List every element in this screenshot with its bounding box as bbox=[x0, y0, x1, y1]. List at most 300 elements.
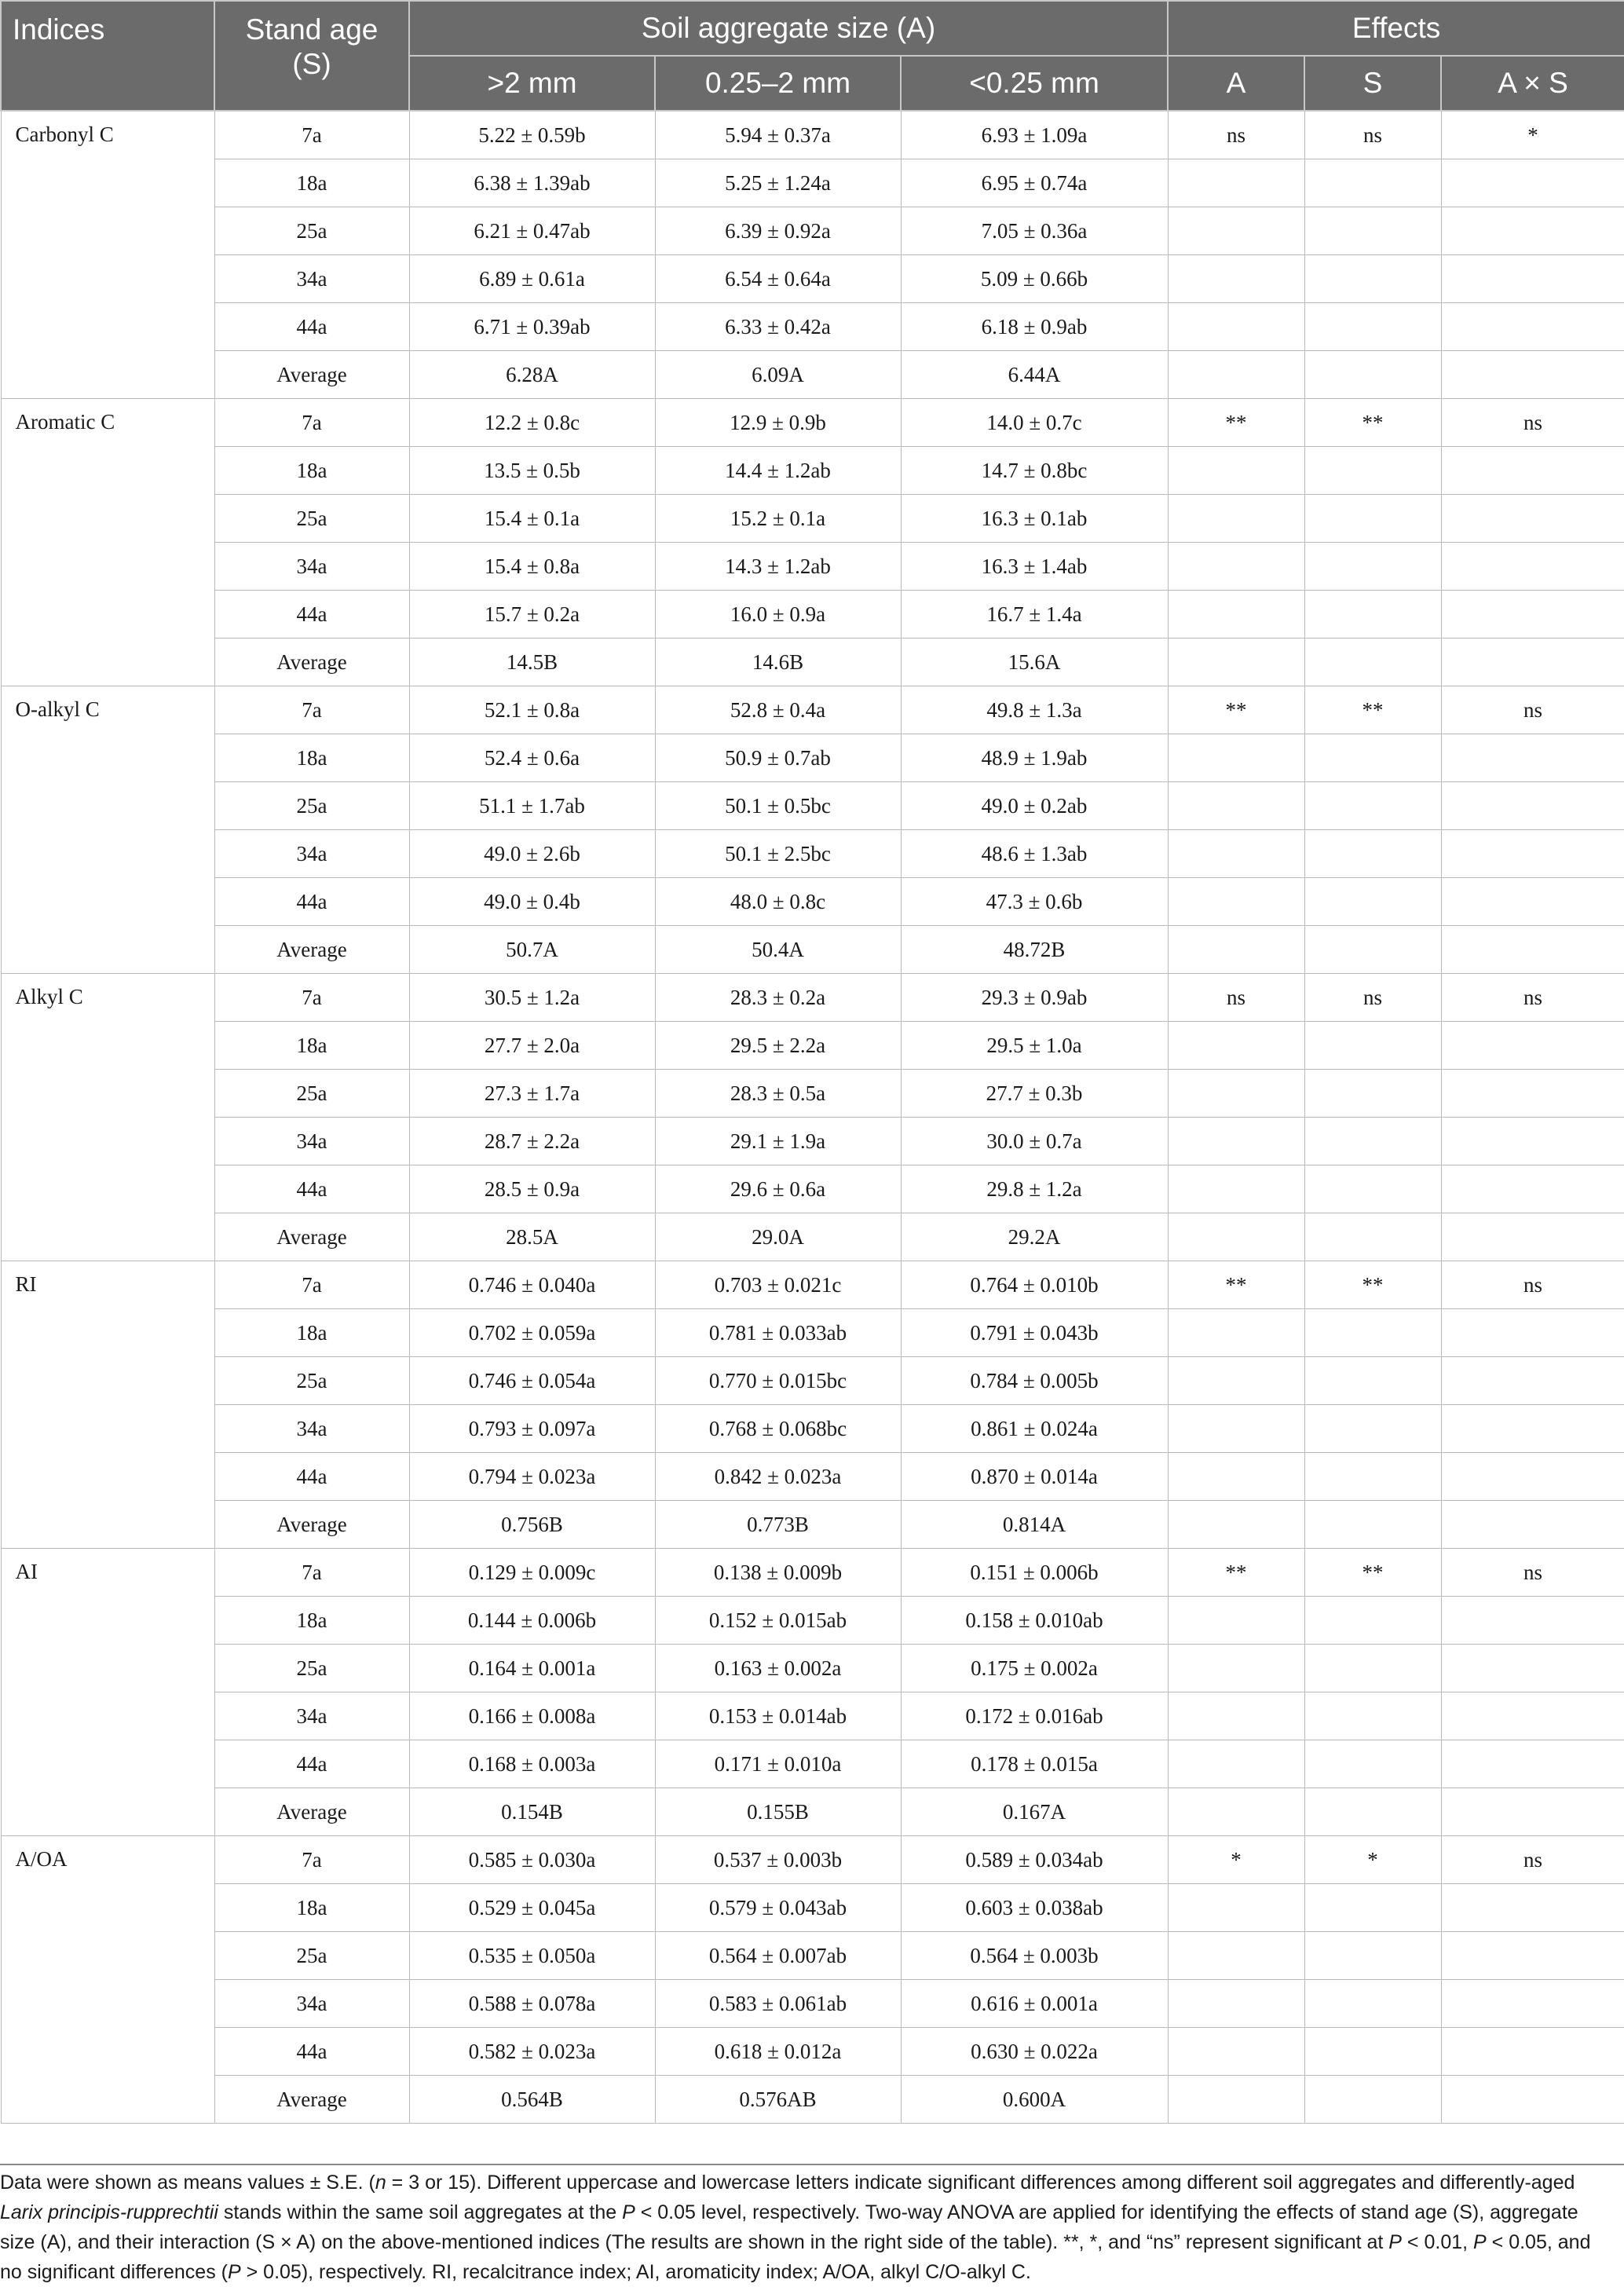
value-cell: 0.793 ± 0.097a bbox=[409, 1405, 655, 1453]
note-text: < 0.05, and no significant differences ( bbox=[0, 2231, 1591, 2283]
value-cell: 0.585 ± 0.030a bbox=[409, 1836, 655, 1884]
table-footnote bbox=[0, 2168, 1610, 2287]
value-cell: 29.5 ± 1.0a bbox=[901, 1022, 1168, 1070]
note-species: Larix principis-rupprechtii bbox=[0, 2201, 218, 2223]
value-cell: 0.703 ± 0.021c bbox=[655, 1261, 901, 1309]
effect-cell bbox=[1168, 734, 1304, 782]
table-row bbox=[1, 1549, 1624, 1597]
effect-cell bbox=[1304, 447, 1441, 495]
stand-age-cell: 34a bbox=[214, 1692, 409, 1740]
value-cell: 0.702 ± 0.059a bbox=[409, 1309, 655, 1357]
table-row bbox=[1, 2076, 1624, 2124]
table-row bbox=[1, 495, 1624, 543]
note-text: stands within the same soil aggregates at the bbox=[218, 2201, 623, 2223]
effect-cell: ** bbox=[1168, 1549, 1304, 1597]
table-row bbox=[1, 1453, 1624, 1501]
value-cell: 52.8 ± 0.4a bbox=[655, 686, 901, 734]
value-cell: 5.25 ± 1.24a bbox=[655, 159, 901, 207]
value-cell: 0.842 ± 0.023a bbox=[655, 1453, 901, 1501]
effect-cell bbox=[1441, 1022, 1624, 1070]
value-cell: 0.630 ± 0.022a bbox=[901, 2028, 1168, 2076]
effect-cell bbox=[1304, 591, 1441, 639]
effect-cell bbox=[1168, 782, 1304, 830]
table-row bbox=[1, 255, 1624, 303]
value-cell: 14.0 ± 0.7c bbox=[901, 399, 1168, 447]
effect-cell bbox=[1441, 255, 1624, 303]
table-row bbox=[1, 1980, 1624, 2028]
effect-cell: ns bbox=[1441, 1549, 1624, 1597]
value-cell: 0.144 ± 0.006b bbox=[409, 1597, 655, 1645]
stand-age-cell: 18a bbox=[214, 1597, 409, 1645]
note-italic: P bbox=[1388, 2231, 1402, 2253]
effect-cell bbox=[1441, 1405, 1624, 1453]
effect-cell bbox=[1168, 1022, 1304, 1070]
effect-cell bbox=[1168, 159, 1304, 207]
stand-age-cell: 18a bbox=[214, 734, 409, 782]
effect-cell bbox=[1168, 1597, 1304, 1645]
stand-age-cell: 18a bbox=[214, 1022, 409, 1070]
table-row bbox=[1, 734, 1624, 782]
value-cell: 16.0 ± 0.9a bbox=[655, 591, 901, 639]
index-label: AI bbox=[1, 1549, 214, 1836]
note-italic: P bbox=[622, 2201, 635, 2223]
value-cell: 51.1 ± 1.7ab bbox=[409, 782, 655, 830]
value-cell: 12.9 ± 0.9b bbox=[655, 399, 901, 447]
table-row bbox=[1, 974, 1624, 1022]
index-label: A/OA bbox=[1, 1836, 214, 2124]
stand-age-cell: 25a bbox=[214, 207, 409, 255]
effect-cell bbox=[1441, 782, 1624, 830]
stand-age-cell: 34a bbox=[214, 1118, 409, 1165]
value-cell: 6.89 ± 0.61a bbox=[409, 255, 655, 303]
stand-age-cell: 34a bbox=[214, 1405, 409, 1453]
note-italic: P bbox=[1473, 2231, 1487, 2253]
effect-cell bbox=[1304, 1788, 1441, 1836]
value-cell: 0.152 ± 0.015ab bbox=[655, 1597, 901, 1645]
stand-age-cell: 18a bbox=[214, 159, 409, 207]
value-cell: 0.746 ± 0.040a bbox=[409, 1261, 655, 1309]
value-cell: 15.4 ± 0.8a bbox=[409, 543, 655, 591]
effect-cell bbox=[1168, 591, 1304, 639]
value-cell: 0.600A bbox=[901, 2076, 1168, 2124]
value-cell: 0.814A bbox=[901, 1501, 1168, 1549]
value-cell: 0.784 ± 0.005b bbox=[901, 1357, 1168, 1405]
value-cell: 49.0 ± 2.6b bbox=[409, 830, 655, 878]
value-cell: 14.4 ± 1.2ab bbox=[655, 447, 901, 495]
value-cell: 50.7A bbox=[409, 926, 655, 974]
value-cell: 28.7 ± 2.2a bbox=[409, 1118, 655, 1165]
header-agg-025-2: 0.25–2 mm bbox=[655, 56, 901, 111]
value-cell: 48.0 ± 0.8c bbox=[655, 878, 901, 926]
effect-cell bbox=[1304, 639, 1441, 686]
effect-cell: * bbox=[1304, 1836, 1441, 1884]
stand-age-cell: Average bbox=[214, 2076, 409, 2124]
effect-cell: ns bbox=[1441, 1261, 1624, 1309]
table-row bbox=[1, 1788, 1624, 1836]
effect-cell bbox=[1168, 1788, 1304, 1836]
effect-cell bbox=[1441, 447, 1624, 495]
value-cell: 0.154B bbox=[409, 1788, 655, 1836]
value-cell: 6.95 ± 0.74a bbox=[901, 159, 1168, 207]
table-row bbox=[1, 303, 1624, 351]
table-row bbox=[1, 1645, 1624, 1692]
effect-cell bbox=[1168, 639, 1304, 686]
value-cell: 48.6 ± 1.3ab bbox=[901, 830, 1168, 878]
effect-cell: ns bbox=[1441, 1836, 1624, 1884]
effect-cell bbox=[1304, 495, 1441, 543]
table-row bbox=[1, 1357, 1624, 1405]
value-cell: 0.579 ± 0.043ab bbox=[655, 1884, 901, 1932]
value-cell: 0.768 ± 0.068bc bbox=[655, 1405, 901, 1453]
table-row bbox=[1, 1501, 1624, 1549]
value-cell: 27.7 ± 0.3b bbox=[901, 1070, 1168, 1118]
index-label: Aromatic C bbox=[1, 399, 214, 686]
value-cell: 28.3 ± 0.2a bbox=[655, 974, 901, 1022]
value-cell: 13.5 ± 0.5b bbox=[409, 447, 655, 495]
value-cell: 29.5 ± 2.2a bbox=[655, 1022, 901, 1070]
stand-age-cell: 25a bbox=[214, 1357, 409, 1405]
value-cell: 6.33 ± 0.42a bbox=[655, 303, 901, 351]
value-cell: 0.171 ± 0.010a bbox=[655, 1740, 901, 1788]
stand-age-cell: Average bbox=[214, 639, 409, 686]
note-italic: P bbox=[227, 2261, 241, 2283]
value-cell: 6.21 ± 0.47ab bbox=[409, 207, 655, 255]
effect-cell bbox=[1304, 830, 1441, 878]
value-cell: 14.6B bbox=[655, 639, 901, 686]
effect-cell bbox=[1441, 1645, 1624, 1692]
value-cell: 6.54 ± 0.64a bbox=[655, 255, 901, 303]
value-cell: 14.7 ± 0.8bc bbox=[901, 447, 1168, 495]
value-cell: 0.618 ± 0.012a bbox=[655, 2028, 901, 2076]
effect-cell bbox=[1304, 782, 1441, 830]
stand-age-cell: 7a bbox=[214, 399, 409, 447]
value-cell: 0.870 ± 0.014a bbox=[901, 1453, 1168, 1501]
stand-age-cell: 18a bbox=[214, 447, 409, 495]
effect-cell: ** bbox=[1168, 686, 1304, 734]
effect-cell bbox=[1168, 351, 1304, 399]
stand-age-cell: 25a bbox=[214, 782, 409, 830]
value-cell: 49.0 ± 0.2ab bbox=[901, 782, 1168, 830]
header-effect-a: A bbox=[1168, 56, 1304, 111]
value-cell: 5.09 ± 0.66b bbox=[901, 255, 1168, 303]
stand-age-cell: 44a bbox=[214, 878, 409, 926]
stand-age-cell: Average bbox=[214, 1213, 409, 1261]
header-stand-age: Stand age (S) bbox=[214, 1, 409, 111]
value-cell: 0.138 ± 0.009b bbox=[655, 1549, 901, 1597]
effect-cell bbox=[1304, 878, 1441, 926]
effect-cell bbox=[1304, 1165, 1441, 1213]
effect-cell bbox=[1441, 1213, 1624, 1261]
table-row bbox=[1, 782, 1624, 830]
effect-cell bbox=[1168, 1884, 1304, 1932]
value-cell: 16.3 ± 1.4ab bbox=[901, 543, 1168, 591]
table-row bbox=[1, 1932, 1624, 1980]
effect-cell bbox=[1304, 255, 1441, 303]
effect-cell: ns bbox=[1304, 111, 1441, 159]
value-cell: 0.588 ± 0.078a bbox=[409, 1980, 655, 2028]
effect-cell bbox=[1168, 1165, 1304, 1213]
value-cell: 6.71 ± 0.39ab bbox=[409, 303, 655, 351]
value-cell: 0.861 ± 0.024a bbox=[901, 1405, 1168, 1453]
value-cell: 29.2A bbox=[901, 1213, 1168, 1261]
value-cell: 0.153 ± 0.014ab bbox=[655, 1692, 901, 1740]
effect-cell bbox=[1168, 1309, 1304, 1357]
effect-cell bbox=[1304, 1118, 1441, 1165]
value-cell: 27.7 ± 2.0a bbox=[409, 1022, 655, 1070]
table-row bbox=[1, 159, 1624, 207]
table-row bbox=[1, 1309, 1624, 1357]
effect-cell bbox=[1168, 447, 1304, 495]
value-cell: 28.5A bbox=[409, 1213, 655, 1261]
effect-cell bbox=[1304, 1309, 1441, 1357]
index-label: Alkyl C bbox=[1, 974, 214, 1261]
header-indices: Indices bbox=[1, 1, 214, 111]
effect-cell bbox=[1168, 1118, 1304, 1165]
note-text: Data were shown as means values ± S.E. ( bbox=[0, 2172, 375, 2194]
effect-cell bbox=[1441, 1453, 1624, 1501]
header-agg-gt2: >2 mm bbox=[409, 56, 655, 111]
effect-cell bbox=[1441, 2028, 1624, 2076]
note-text: > 0.05), respectively. RI, recalcitrance index; AI, aromaticity index; A/OA, alkyl C/O-alkyl C. bbox=[240, 2261, 1031, 2283]
value-cell: 12.2 ± 0.8c bbox=[409, 399, 655, 447]
stand-age-cell: Average bbox=[214, 351, 409, 399]
effect-cell bbox=[1168, 1740, 1304, 1788]
header-aggregate-size: Soil aggregate size (A) bbox=[409, 1, 1168, 56]
value-cell: 0.616 ± 0.001a bbox=[901, 1980, 1168, 2028]
table-row bbox=[1, 1836, 1624, 1884]
effect-cell bbox=[1304, 2076, 1441, 2124]
value-cell: 0.603 ± 0.038ab bbox=[901, 1884, 1168, 1932]
value-cell: 48.72B bbox=[901, 926, 1168, 974]
value-cell: 30.5 ± 1.2a bbox=[409, 974, 655, 1022]
effect-cell bbox=[1441, 1070, 1624, 1118]
table-bottom-rule bbox=[0, 2164, 1624, 2165]
index-label: O-alkyl C bbox=[1, 686, 214, 974]
effect-cell bbox=[1304, 1980, 1441, 2028]
value-cell: 49.0 ± 0.4b bbox=[409, 878, 655, 926]
value-cell: 0.582 ± 0.023a bbox=[409, 2028, 655, 2076]
value-cell: 0.770 ± 0.015bc bbox=[655, 1357, 901, 1405]
table-row bbox=[1, 1692, 1624, 1740]
value-cell: 50.4A bbox=[655, 926, 901, 974]
effect-cell bbox=[1441, 495, 1624, 543]
effect-cell bbox=[1304, 1597, 1441, 1645]
value-cell: 29.6 ± 0.6a bbox=[655, 1165, 901, 1213]
stand-age-cell: 44a bbox=[214, 591, 409, 639]
effect-cell bbox=[1304, 926, 1441, 974]
value-cell: 0.781 ± 0.033ab bbox=[655, 1309, 901, 1357]
stand-age-cell: 18a bbox=[214, 1309, 409, 1357]
effect-cell: ns bbox=[1304, 974, 1441, 1022]
effect-cell bbox=[1441, 1309, 1624, 1357]
stand-age-cell: 25a bbox=[214, 1932, 409, 1980]
effect-cell: ns bbox=[1441, 686, 1624, 734]
stand-age-cell: 34a bbox=[214, 255, 409, 303]
stand-age-cell: 34a bbox=[214, 1980, 409, 2028]
header-effect-s: S bbox=[1304, 56, 1441, 111]
effect-cell bbox=[1441, 1740, 1624, 1788]
value-cell: 0.129 ± 0.009c bbox=[409, 1549, 655, 1597]
stand-age-cell: 18a bbox=[214, 1884, 409, 1932]
value-cell: 0.151 ± 0.006b bbox=[901, 1549, 1168, 1597]
table-header bbox=[1, 1, 1624, 111]
table-row bbox=[1, 207, 1624, 255]
value-cell: 15.7 ± 0.2a bbox=[409, 591, 655, 639]
table-row bbox=[1, 1118, 1624, 1165]
value-cell: 15.4 ± 0.1a bbox=[409, 495, 655, 543]
value-cell: 6.28A bbox=[409, 351, 655, 399]
effect-cell: ns bbox=[1441, 974, 1624, 1022]
effect-cell bbox=[1304, 207, 1441, 255]
stand-age-cell: 7a bbox=[214, 1549, 409, 1597]
effect-cell: ns bbox=[1441, 399, 1624, 447]
effect-cell: ** bbox=[1304, 399, 1441, 447]
effect-cell bbox=[1168, 495, 1304, 543]
value-cell: 0.791 ± 0.043b bbox=[901, 1309, 1168, 1357]
effect-cell: * bbox=[1168, 1836, 1304, 1884]
value-cell: 0.164 ± 0.001a bbox=[409, 1645, 655, 1692]
table-row bbox=[1, 2028, 1624, 2076]
value-cell: 0.589 ± 0.034ab bbox=[901, 1836, 1168, 1884]
value-cell: 0.564 ± 0.007ab bbox=[655, 1932, 901, 1980]
stand-age-cell: 44a bbox=[214, 1453, 409, 1501]
table-row bbox=[1, 111, 1624, 159]
effect-cell: ** bbox=[1304, 1549, 1441, 1597]
value-cell: 6.38 ± 1.39ab bbox=[409, 159, 655, 207]
value-cell: 30.0 ± 0.7a bbox=[901, 1118, 1168, 1165]
effect-cell bbox=[1168, 1501, 1304, 1549]
value-cell: 6.18 ± 0.9ab bbox=[901, 303, 1168, 351]
effect-cell bbox=[1168, 1070, 1304, 1118]
value-cell: 29.0A bbox=[655, 1213, 901, 1261]
effect-cell bbox=[1168, 303, 1304, 351]
value-cell: 0.168 ± 0.003a bbox=[409, 1740, 655, 1788]
table-row bbox=[1, 1165, 1624, 1213]
table-row bbox=[1, 543, 1624, 591]
table-body bbox=[1, 111, 1624, 2124]
value-cell: 15.6A bbox=[901, 639, 1168, 686]
table-row bbox=[1, 686, 1624, 734]
effect-cell bbox=[1304, 2028, 1441, 2076]
stand-age-cell: 34a bbox=[214, 830, 409, 878]
value-cell: 0.163 ± 0.002a bbox=[655, 1645, 901, 1692]
effect-cell bbox=[1304, 1740, 1441, 1788]
effect-cell bbox=[1168, 255, 1304, 303]
value-cell: 5.94 ± 0.37a bbox=[655, 111, 901, 159]
value-cell: 0.756B bbox=[409, 1501, 655, 1549]
effect-cell bbox=[1304, 1501, 1441, 1549]
effect-cell bbox=[1304, 734, 1441, 782]
effect-cell bbox=[1168, 878, 1304, 926]
value-cell: 0.773B bbox=[655, 1501, 901, 1549]
value-cell: 7.05 ± 0.36a bbox=[901, 207, 1168, 255]
value-cell: 52.1 ± 0.8a bbox=[409, 686, 655, 734]
effect-cell bbox=[1441, 1884, 1624, 1932]
effect-cell bbox=[1168, 926, 1304, 974]
value-cell: 50.1 ± 0.5bc bbox=[655, 782, 901, 830]
value-cell: 0.794 ± 0.023a bbox=[409, 1453, 655, 1501]
value-cell: 0.537 ± 0.003b bbox=[655, 1836, 901, 1884]
value-cell: 47.3 ± 0.6b bbox=[901, 878, 1168, 926]
value-cell: 16.3 ± 0.1ab bbox=[901, 495, 1168, 543]
value-cell: 0.535 ± 0.050a bbox=[409, 1932, 655, 1980]
effect-cell bbox=[1304, 1645, 1441, 1692]
value-cell: 0.583 ± 0.061ab bbox=[655, 1980, 901, 2028]
effect-cell bbox=[1441, 1357, 1624, 1405]
value-cell: 50.9 ± 0.7ab bbox=[655, 734, 901, 782]
effect-cell bbox=[1168, 1405, 1304, 1453]
effect-cell bbox=[1304, 1022, 1441, 1070]
effect-cell bbox=[1168, 1213, 1304, 1261]
note-text: < 0.01, bbox=[1401, 2231, 1474, 2253]
stand-age-cell: 44a bbox=[214, 303, 409, 351]
note-text: < 0.05 level, respectively. Two-way ANOVA are applied for identifying the effects of stand age (S), aggregate size (A), and their interaction (S × A) on the above-mentioned indices (The results are shown in the right side of the table). **, *, and “ns” represent significant at bbox=[0, 2201, 1578, 2253]
effect-cell bbox=[1168, 2076, 1304, 2124]
stand-age-cell: 34a bbox=[214, 543, 409, 591]
effect-cell bbox=[1168, 2028, 1304, 2076]
value-cell: 0.576AB bbox=[655, 2076, 901, 2124]
table-row bbox=[1, 830, 1624, 878]
stand-age-cell: 44a bbox=[214, 1740, 409, 1788]
effect-cell bbox=[1441, 351, 1624, 399]
effect-cell bbox=[1441, 1597, 1624, 1645]
effect-cell bbox=[1168, 207, 1304, 255]
stand-age-cell: 44a bbox=[214, 1165, 409, 1213]
effect-cell bbox=[1441, 878, 1624, 926]
header-effects: Effects bbox=[1168, 1, 1624, 56]
effect-cell bbox=[1304, 1453, 1441, 1501]
effect-cell bbox=[1441, 207, 1624, 255]
table-row bbox=[1, 1213, 1624, 1261]
value-cell: 6.44A bbox=[901, 351, 1168, 399]
effect-cell bbox=[1304, 159, 1441, 207]
value-cell: 0.178 ± 0.015a bbox=[901, 1740, 1168, 1788]
value-cell: 29.8 ± 1.2a bbox=[901, 1165, 1168, 1213]
value-cell: 0.158 ± 0.010ab bbox=[901, 1597, 1168, 1645]
value-cell: 48.9 ± 1.9ab bbox=[901, 734, 1168, 782]
stand-age-cell: 7a bbox=[214, 974, 409, 1022]
stand-age-cell: 25a bbox=[214, 1645, 409, 1692]
table-row bbox=[1, 399, 1624, 447]
effect-cell bbox=[1441, 1980, 1624, 2028]
effect-cell: * bbox=[1441, 111, 1624, 159]
table-row bbox=[1, 639, 1624, 686]
note-text: = 3 or 15). Different uppercase and lowercase letters indicate significant differences among different soil aggregates and differently-aged bbox=[386, 2172, 1575, 2194]
stand-age-cell: Average bbox=[214, 1788, 409, 1836]
stand-age-cell: 7a bbox=[214, 686, 409, 734]
value-cell: 52.4 ± 0.6a bbox=[409, 734, 655, 782]
table-row bbox=[1, 1597, 1624, 1645]
effect-cell bbox=[1441, 1692, 1624, 1740]
effect-cell bbox=[1304, 1884, 1441, 1932]
effect-cell: ** bbox=[1304, 686, 1441, 734]
effect-cell bbox=[1168, 1453, 1304, 1501]
value-cell: 0.564B bbox=[409, 2076, 655, 2124]
effect-cell bbox=[1441, 639, 1624, 686]
effect-cell: ns bbox=[1168, 111, 1304, 159]
value-cell: 0.175 ± 0.002a bbox=[901, 1645, 1168, 1692]
effect-cell bbox=[1304, 1405, 1441, 1453]
table-row bbox=[1, 926, 1624, 974]
table-row bbox=[1, 1405, 1624, 1453]
value-cell: 28.5 ± 0.9a bbox=[409, 1165, 655, 1213]
effect-cell: ** bbox=[1304, 1261, 1441, 1309]
effect-cell bbox=[1304, 1357, 1441, 1405]
effect-cell bbox=[1168, 1692, 1304, 1740]
stand-age-cell: 25a bbox=[214, 495, 409, 543]
effect-cell bbox=[1304, 543, 1441, 591]
value-cell: 6.09A bbox=[655, 351, 901, 399]
